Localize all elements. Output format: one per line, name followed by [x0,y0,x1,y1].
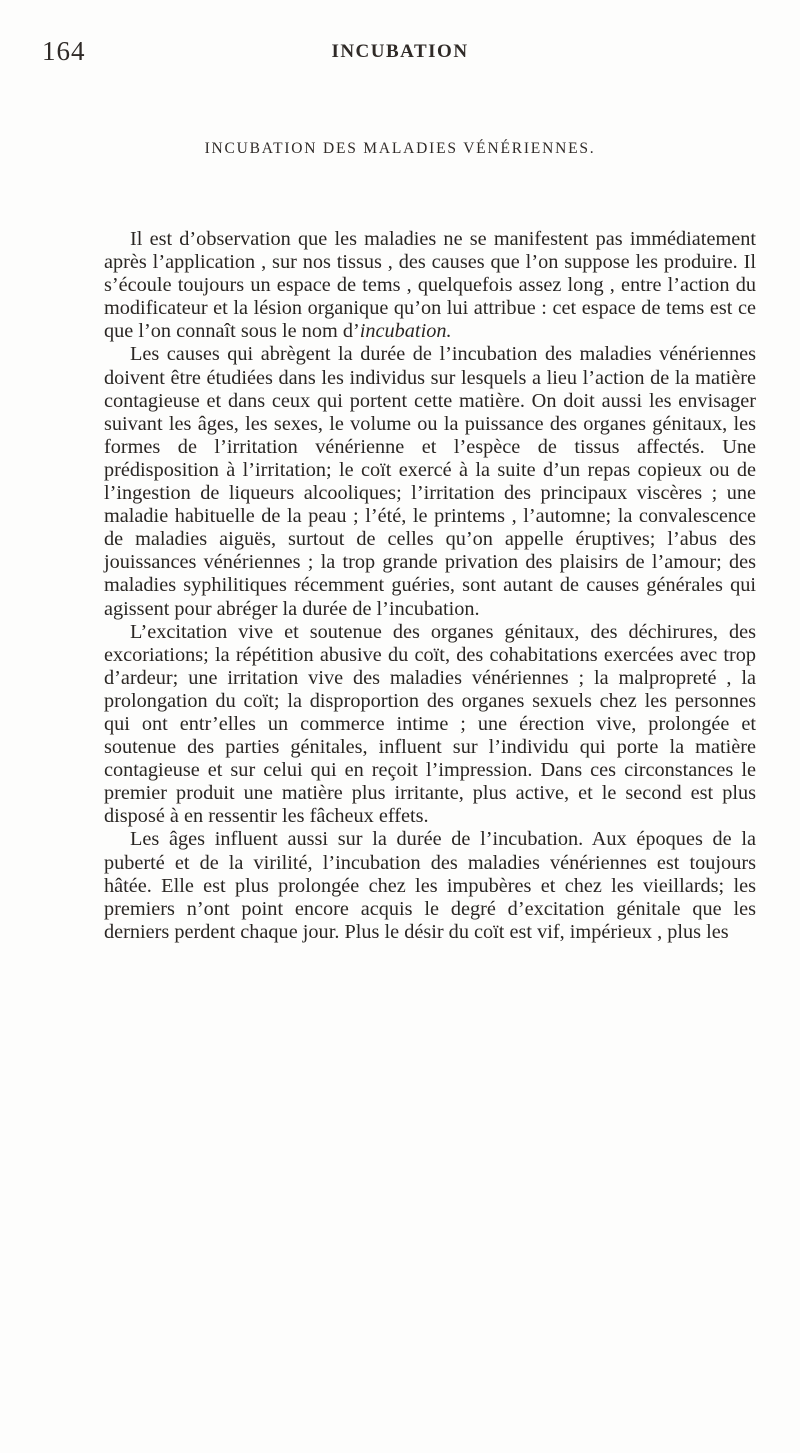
paragraph-4: Les âges influent aussi sur la durée de l’incubation. Aux époques de la puberté et de la virilité, l’incubation des maladies vénériennes est toujours hâtée. Elle est plus prolongée chez les impubères et chez les vieillards; les premiers n’ont point encore acquis le degré d’excitation génitale que les derniers perdent chaque jour. Plus le désir du coït est vif, impérieux , plus les [104,828,756,943]
paragraph-2: Les causes qui abrègent la durée de l’incubation des maladies vénériennes doivent être étudiées dans les individus sur lesquels a lieu l’action de la matière contagieuse et dans ceux qui portent cette matière. On doit aussi les envisager suivant les âges, les sexes, le volume ou la puissance des organes génitaux, les formes de l’irritation vénérienne et l’espèce de tissus affectés. Une prédisposition à l’irritation; le coït exercé à la suite d’un repas copieux ou de l’ingestion de liqueurs alcooliques; l’irritation des principaux viscères ; une maladie habituelle de la peau ; l’été, le printems , l’automne; la convalescence de maladies aiguës, surtout de celles qu’on appelle éruptives; l’abus des jouissances vénériennes ; la trop grande privation des plaisirs de l’amour; des maladies syphilitiques récemment guéries, sont autant de causes générales qui agissent pour abréger la durée de l’incubation. [104,343,756,620]
incubation-term: incubation. [359,320,452,343]
running-title: INCUBATION [331,41,469,62]
page-number: 164 [42,36,86,66]
paragraph-3: L’excitation vive et soutenue des organes génitaux, des déchirures, des excoriations; la répétition abusive du coït, des cohabitations exercées avec trop d’ardeur; une irritation vive des maladies vénériennes ; la malpropreté , la prolongation du coït; la disproportion des organes sexuels chez les personnes qui ont entr’elles un commerce intime ; une érection vive, prolongée et soutenue des parties génitales, influent sur l’individu qui porte la matière contagieuse et sur celui qui en reçoit l’impression. Dans ces circonstances le premier produit une matière plus irritante, plus active, et le second est plus disposé à en ressentir les fâcheux effets. [104,620,756,828]
body-text [104,228,756,944]
paragraph-1-text: Il est d’observation que les maladies ne se manifestent pas immédiatement après l’application , sur nos tissus , des causes que l’on suppose les produire. Il s’écoule toujours un espace de tems , quelquefois assez long , entre l’action du modificateur et la lésion organique qu’on lui attribue : cet espace de tems est ce que l’on connaît sous le nom d’ [104,228,756,343]
paragraph-1 [104,228,756,343]
section-heading: INCUBATION DES MALADIES VÉNÉRIENNES. [204,140,596,157]
running-head [42,36,758,76]
